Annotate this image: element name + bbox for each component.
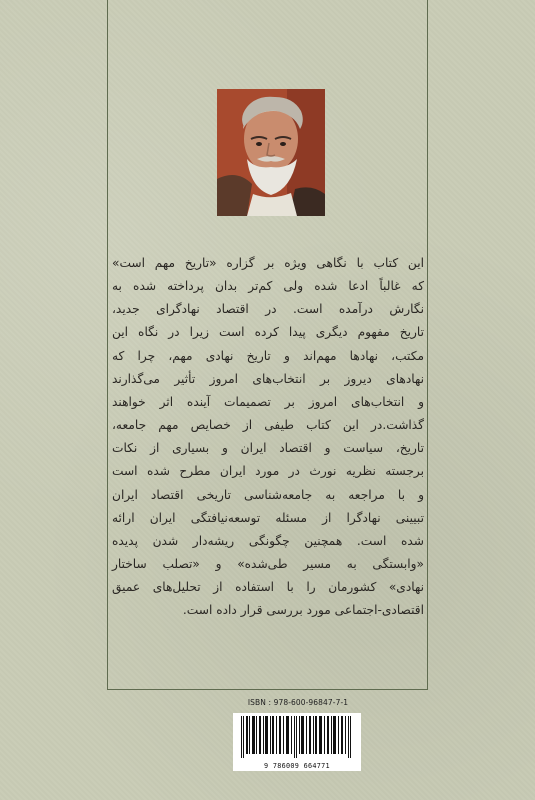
blurb-line: این کتاب با نگاهی ویژه بر گزاره «تاریخ مهم است» bbox=[112, 256, 424, 270]
blurb-line: نهادی» کشورمان را با استفاده از تحلیل‌های عمیق bbox=[112, 580, 424, 595]
blurb-line: شده است. همچنین چگونگی ریشه‌دار شدن پدیده bbox=[112, 533, 424, 548]
blurb-line: تاریخ مفهوم دیگری پیدا کرده است زیرا در نگاه این bbox=[112, 325, 424, 340]
blurb-line: که غالباً ادعا شده ولی کم‌تر بدان پرداخته شده به bbox=[112, 279, 424, 294]
blurb-line: نگارش درآمده است. در اقتصاد نهادگرای جدید، bbox=[112, 302, 424, 317]
blurb-line: گذاشت.در این کتاب طیفی از خصایص مهم جامعه، bbox=[112, 418, 424, 433]
blurb-line: تاریخ، سیاست و اقتصاد ایران و بسیاری از نکات bbox=[112, 441, 424, 456]
blurb-line: اقتصادی-اجتماعی مورد بررسی قرار داده است. bbox=[182, 603, 424, 618]
barcode-digits: 9 786009 664771 bbox=[264, 762, 330, 770]
barcode-bars bbox=[239, 716, 355, 758]
blurb-line: تبیینی نهادگرا از مسئله توسعه‌نیافتگی ایران ارائه bbox=[112, 510, 424, 525]
blurb-line: و با مراجعه به جامعه‌شناسی تاریخی اقتصاد ایران bbox=[112, 487, 424, 502]
blurb-line: مکتب، نهادها مهم‌اند و تاریخ نهادی مهم، چرا که bbox=[112, 348, 424, 363]
blurb-line: برجسته نظریه نورث در مورد ایران مطرح شده است bbox=[112, 464, 424, 479]
blurb-line: نهادهای دیروز بر انتخاب‌های امروز تأثیر می‌گذارند bbox=[112, 371, 424, 386]
author-portrait bbox=[217, 89, 325, 216]
blurb-line: و انتخاب‌های امروز بر تصمیمات آینده اثر خواهند bbox=[112, 394, 424, 409]
isbn-label: ISBN : 978-600-96847-7-1 bbox=[247, 698, 349, 707]
author-portrait-image bbox=[217, 89, 325, 216]
barcode bbox=[233, 713, 361, 771]
blurb-line: «وابستگی به مسیر طی‌شده» و «تصلب ساختار bbox=[112, 557, 424, 572]
back-cover-blurb bbox=[112, 252, 424, 623]
